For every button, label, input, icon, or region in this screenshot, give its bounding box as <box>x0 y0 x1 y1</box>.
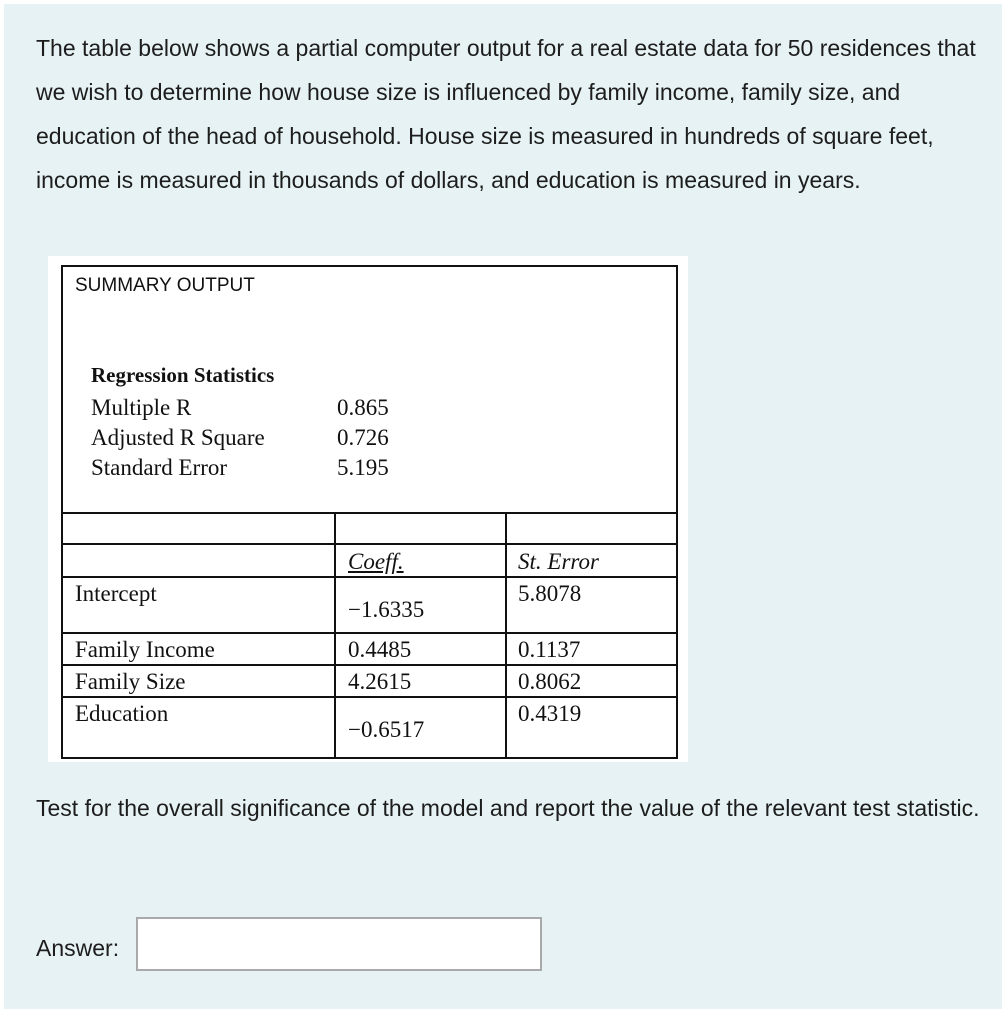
coeff-education: −0.6517 <box>348 717 425 742</box>
row-label-intercept: Intercept <box>75 581 157 606</box>
answer-input[interactable] <box>136 917 542 971</box>
question-panel <box>4 4 1002 1009</box>
coeff-intercept: −1.6335 <box>348 597 425 622</box>
intro-text: The table below shows a partial computer output for a real estate data for 50 residences that we wish to determine how house size is influenced by family income, family size, and education of the head of household. House size is measured in hundreds of square feet, income is measured in thousands of dollars, and education is measured in years. <box>36 35 976 193</box>
header-coeff: Coeff. <box>348 549 404 574</box>
table-rule <box>63 632 676 634</box>
table-rule <box>63 576 676 578</box>
stat-label-adjusted-r-square: Adjusted R Square <box>91 425 265 450</box>
regression-output-image <box>48 256 688 762</box>
row-label-family-size: Family Size <box>75 669 186 694</box>
se-family-size: 0.8062 <box>518 669 582 694</box>
row-label-education: Education <box>75 701 169 726</box>
stat-label-standard-error: Standard Error <box>91 455 228 480</box>
regression-output-table <box>61 265 678 759</box>
header-st-error: St. Error <box>518 549 599 574</box>
coeff-family-income: 0.4485 <box>348 637 412 662</box>
answer-label: Answer: <box>36 935 120 961</box>
regression-statistics-heading: Regression Statistics <box>91 363 275 387</box>
stat-value-standard-error: 5.195 <box>337 455 389 480</box>
table-rule <box>63 696 676 698</box>
stat-value-adjusted-r-square: 0.726 <box>337 425 389 450</box>
table-rule <box>63 664 676 666</box>
row-label-family-income: Family Income <box>75 637 215 662</box>
se-family-income: 0.1137 <box>518 637 581 662</box>
table-column-divider <box>505 512 507 757</box>
coeff-family-size: 4.2615 <box>348 669 412 694</box>
stat-value-multiple-r: 0.865 <box>337 395 389 420</box>
table-rule <box>63 512 676 514</box>
question-text: Test for the overall significance of the model and report the value of the relevant test statistic. <box>36 795 980 821</box>
table-column-divider <box>334 512 336 757</box>
table-rule <box>63 543 676 545</box>
se-education: 0.4319 <box>518 701 582 726</box>
se-intercept: 5.8078 <box>518 581 582 606</box>
stat-label-multiple-r: Multiple R <box>91 395 192 420</box>
summary-output-title: SUMMARY OUTPUT <box>75 275 255 296</box>
